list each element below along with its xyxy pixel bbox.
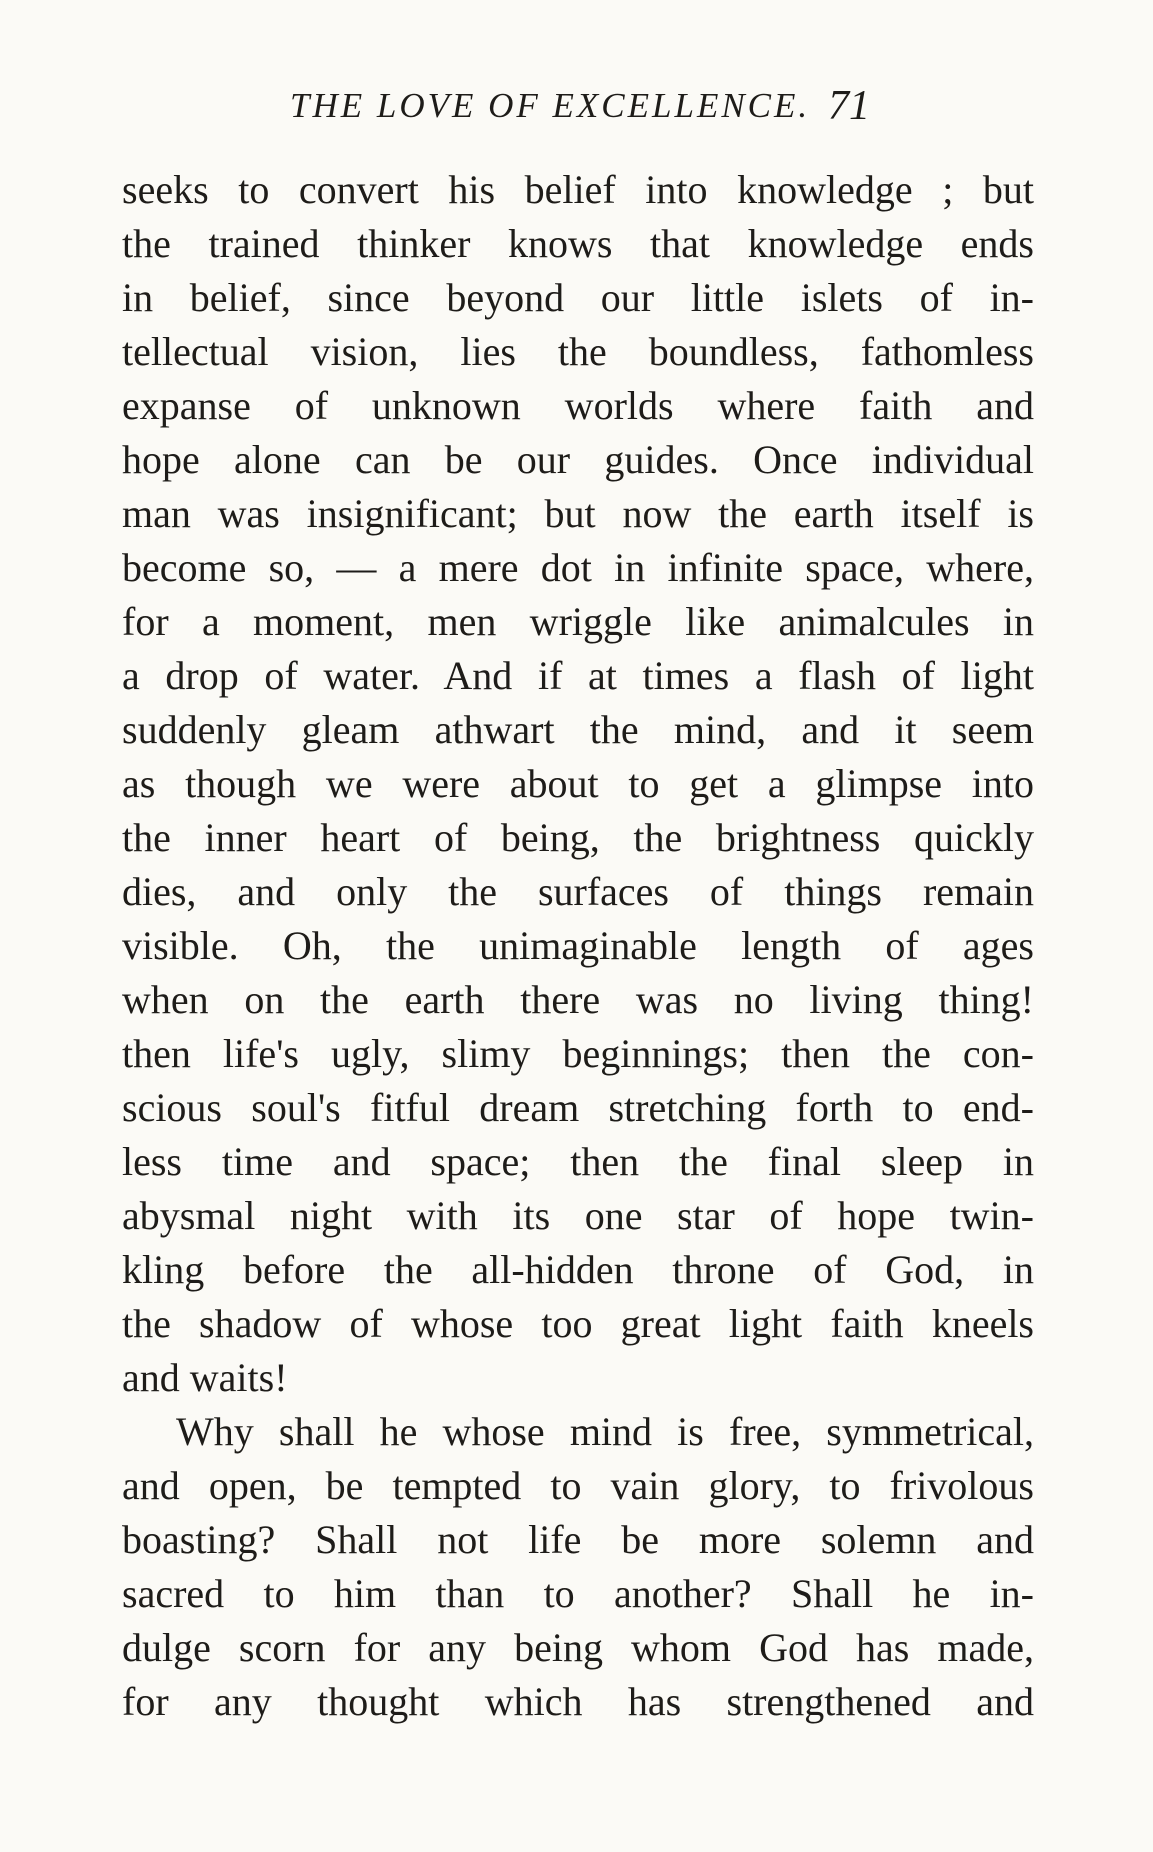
text-line: a drop of water. And if at times a flash of light xyxy=(122,653,1034,698)
paragraph-2 xyxy=(122,1405,1034,1729)
text-line: suddenly gleam athwart the mind, and it seem xyxy=(122,707,1034,752)
text-line: for a moment, men wriggle like animalcules in xyxy=(122,599,1034,644)
text-line: man was insignificant; but now the earth itself is xyxy=(122,491,1034,536)
text-line: boasting? Shall not life be more solemn and xyxy=(122,1517,1034,1562)
text-line: in belief, since beyond our little islets of in- xyxy=(122,275,1034,320)
text-line: the inner heart of being, the brightness quickly xyxy=(122,815,1034,860)
text-line: tellectual vision, lies the boundless, fathomless xyxy=(122,329,1034,374)
text-line: the shadow of whose too great light faith kneels xyxy=(122,1301,1034,1346)
text-line: for any thought which has strengthened and xyxy=(122,1679,1034,1724)
text-line: when on the earth there was no living thing! xyxy=(122,977,1034,1022)
text-line: scious soul's fitful dream stretching forth to end- xyxy=(122,1085,1034,1130)
text-line: as though we were about to get a glimpse into xyxy=(122,761,1034,806)
text-line: hope alone can be our guides. Once individual xyxy=(122,437,1034,482)
running-head xyxy=(290,82,870,132)
text-line: sacred to him than to another? Shall he in- xyxy=(122,1571,1034,1616)
text-line: become so, — a mere dot in infinite space, where, xyxy=(122,545,1034,590)
page-number: 71 xyxy=(828,83,870,129)
text-line: and waits! xyxy=(122,1355,288,1400)
paragraph-1 xyxy=(122,163,1034,1405)
text-line: the trained thinker knows that knowledge ends xyxy=(122,221,1034,266)
text-line: seeks to convert his belief into knowledge ; but xyxy=(122,167,1034,212)
body-text xyxy=(122,163,1034,1729)
text-line: abysmal night with its one star of hope twin- xyxy=(122,1193,1034,1238)
text-line: dies, and only the surfaces of things remain xyxy=(122,869,1034,914)
text-line: then life's ugly, slimy beginnings; then the con- xyxy=(122,1031,1034,1076)
text-line: kling before the all-hidden throne of God, in xyxy=(122,1247,1034,1292)
running-title: THE LOVE OF EXCELLENCE. xyxy=(290,86,811,125)
text-line: expanse of unknown worlds where faith and xyxy=(122,383,1034,428)
text-line: Why shall he whose mind is free, symmetrical, xyxy=(176,1409,1034,1454)
text-line: dulge scorn for any being whom God has made, xyxy=(122,1625,1034,1670)
text-line: visible. Oh, the unimaginable length of ages xyxy=(122,923,1034,968)
text-line: less time and space; then the final sleep in xyxy=(122,1139,1034,1184)
text-line: and open, be tempted to vain glory, to frivolous xyxy=(122,1463,1034,1508)
